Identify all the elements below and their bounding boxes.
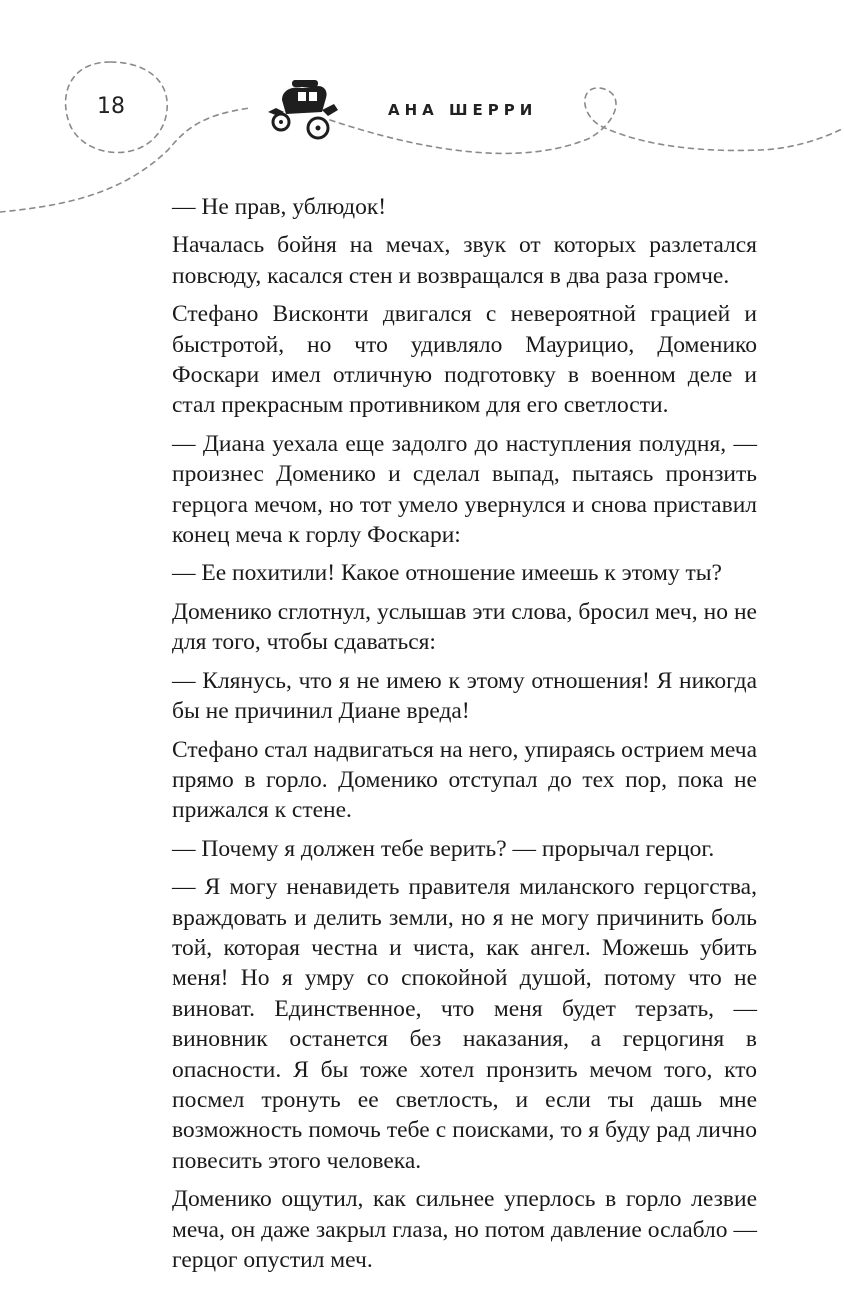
carriage-icon <box>268 80 338 138</box>
paragraph: Стефано стал надвигаться на него, упираясь острием меча прямо в горло. Доменико отступал до тех пор, пока не прижался к стене. <box>172 736 757 824</box>
page-body <box>172 192 757 1275</box>
paragraph: — Диана уехала еще задолго до наступления полудня, — произнес Доменико и сделал выпад, пытаясь пронзить герцога мечом, но тот умело увернулся и снова приставил конец меча к горлу Фоскари: <box>172 430 757 549</box>
paragraph: Началась бойня на мечах, звук от которых разлетался повсюду, касался стен и возвращался в два раза громче. <box>172 232 757 289</box>
paragraph: — Клянусь, что я не имею к этому отношения! Я никогда бы не причинил Диане вреда! <box>172 667 757 725</box>
paragraph: — Почему я должен тебе верить? — прорычал герцог. <box>172 835 715 862</box>
paragraph: Доменико сглотнул, услышав эти слова, бросил меч, но не для того, чтобы сдаваться: <box>172 598 757 656</box>
paragraph: — Не прав, ублюдок! <box>172 194 387 220</box>
dashed-line-right <box>330 88 844 154</box>
paragraph: — Ее похитили! Какое отношение имеешь к этому ты? <box>172 560 722 587</box>
running-head-author: АНА ШЕРРИ <box>388 101 538 119</box>
paragraph: Стефано Висконти двигался с невероятной грацией и быстротой, но что удивляло Маурицио, Доменико Фоскари имел отличную подготовку в военном деле и стал прекрасным противником для его светлости. <box>172 301 757 419</box>
page-number: 18 <box>97 94 125 119</box>
paragraph: — Я могу ненавидеть правителя миланского герцогства, враждовать и делить земли, но я не могу причинить боль той, которая честна и чиста, как ангел. Можешь убить меня! Но я умру со спокойной душой, потому что не виноват. Единственное, что меня будет терзать, — виновник останется без наказания, а герцогиня в опасности. Я бы тоже хотел пронзить мечом того, кто посмел тронуть ее светлость, и если ты дашь мне возможность помочь тебе с поисками, то я буду рад лично повесить этого человека. <box>172 874 757 1174</box>
paragraph: Доменико ощутил, как сильнее уперлось в горло лезвие меча, он даже закрыл глаза, но потом давление ослабло — герцог опустил меч. <box>172 1186 757 1273</box>
